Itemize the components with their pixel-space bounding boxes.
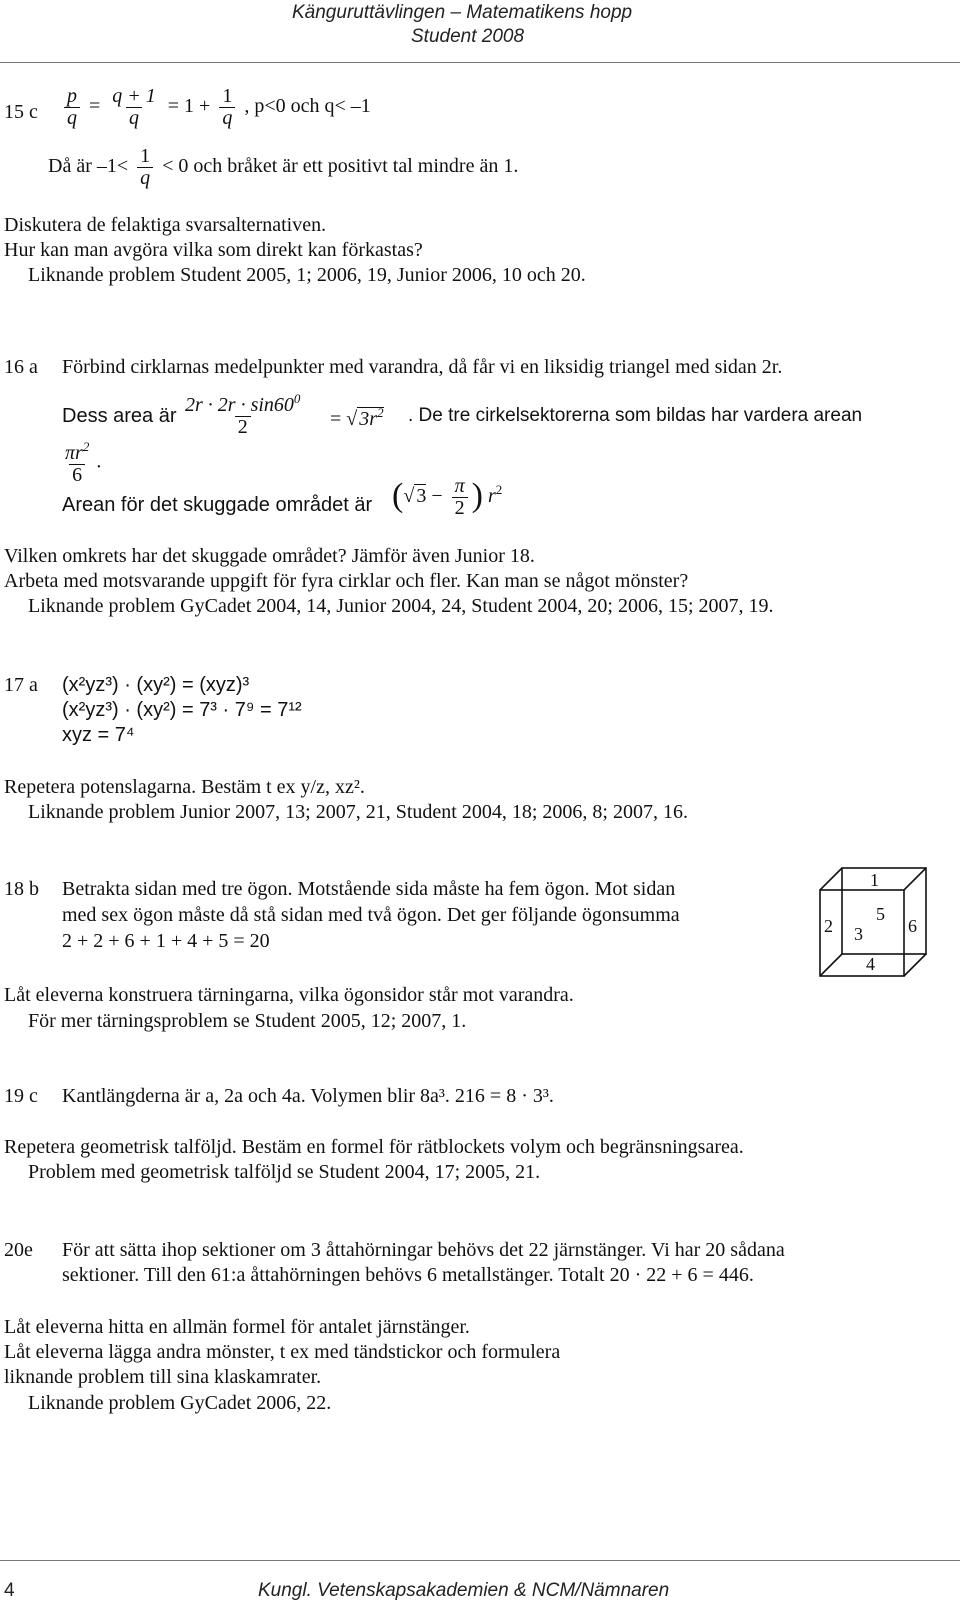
problem-17-note-2: Liknande problem Junior 2007, 13; 2007, 21, Student 2004, 18; 2006, 8; 2007, 16. — [28, 801, 688, 823]
problem-15-equation: $\frac{p}{q}$ = $\frac{q + 1}{q}$ = 1 + $\frac{1}{q}$ , p<0 och q< –1 — [60, 86, 371, 129]
problem-number-15: 15 c — [4, 101, 38, 123]
problem-17-note-1: Repetera potenslagarna. Bestäm t ex y/z, xz². — [4, 776, 365, 798]
problem-20-note-2: Låt eleverna lägga andra mönster, t ex med tändstickor och formulera — [4, 1341, 561, 1363]
header-rule — [0, 62, 960, 63]
cube-top-label: 1 — [870, 870, 879, 890]
cube-back-label: 5 — [876, 904, 885, 924]
cube-left-label: 2 — [824, 916, 833, 936]
problem-16-sqrt: = √ $3r^2$ — [330, 405, 384, 430]
problem-20-line1: För att sätta ihop sektioner om 3 åttahörningar behövs det 22 järnstänger. Vi har 20 sådana — [62, 1239, 785, 1261]
footer-page-number: 4 — [4, 1580, 15, 1601]
problem-16-note-1: Vilken omkrets har det skuggade området? Jämför även Junior 18. — [4, 545, 535, 567]
problem-15-note-1: Diskutera de felaktiga svarsalternativen. — [4, 214, 327, 236]
problem-16-arean: Arean för det skuggade området är — [62, 494, 373, 516]
problem-16-sector-area: $\frac{\pi r^2}{6}$ . — [65, 439, 102, 486]
problem-number-16: 16 a — [4, 356, 38, 378]
problem-17-line1: (x²yz³) · (xy²) = (xyz)³ — [62, 674, 250, 696]
cube-front-label: 3 — [854, 924, 863, 944]
problem-19-note-2: Problem med geometrisk talföljd se Student 2004, 17; 2005, 21. — [28, 1161, 541, 1183]
footer-publisher: Kungl. Vetenskapsakademien & NCM/Nämnaren — [258, 1580, 670, 1601]
problem-16-dess: Dess area är — [62, 405, 177, 427]
problem-18-line2: med sex ögon måste då stå sidan med två ögon. Det ger följande ögonsumma — [62, 904, 680, 926]
dice-cube-diagram — [812, 862, 932, 982]
problem-20-note-3: liknande problem till sina klaskamrater. — [4, 1366, 322, 1388]
problem-number-19: 19 c — [4, 1085, 38, 1107]
problem-number-18: 18 b — [4, 878, 39, 900]
problem-16-note-2: Arbeta med motsvarande uppgift för fyra cirklar och fler. Kan man se något mönster? — [4, 570, 689, 592]
problem-17-line3: xyz = 7⁴ — [62, 724, 135, 746]
cube-right-label: 6 — [908, 916, 917, 936]
cube-bottom-label: 4 — [866, 954, 875, 974]
problem-20-note-1: Låt eleverna hitta en allmän formel för antalet järnstänger. — [4, 1316, 470, 1338]
footer-rule — [0, 1560, 960, 1561]
problem-18-note-2: För mer tärningsproblem se Student 2005, 12; 2007, 1. — [28, 1010, 467, 1032]
header-title: Känguruttävlingen – Matematikens hopp — [292, 2, 633, 23]
problem-19-note-1: Repetera geometrisk talföljd. Bestäm en formel för rätblockets volym och begränsningsarea. — [4, 1136, 744, 1158]
problem-16-area-fraction: $\frac{2r \cdot 2r \cdot \sin 60^0}{2}$ — [185, 391, 301, 438]
problem-15-line2: Då är –1< $\frac{1}{q}$ < 0 och bråket är ett positivt tal mindre än 1. — [48, 145, 519, 189]
problem-16-line1: Förbind cirklarnas medelpunkter med varandra, då får vi en liksidig triangel med sidan 2r. — [62, 356, 783, 378]
problem-19-line1: Kantlängderna är a, 2a och 4a. Volymen blir 8a³. 216 = 8 · 3³. — [62, 1085, 554, 1107]
problem-15-note-3: Liknande problem Student 2005, 1; 2006, 19, Junior 2006, 10 och 20. — [28, 264, 586, 286]
problem-20-line2: sektioner. Till den 61:a åttahörningen behövs 6 metallstänger. Totalt 20 · 22 + 6 = 446. — [62, 1264, 754, 1286]
problem-number-20: 20e — [4, 1239, 33, 1261]
header-subtitle: Student 2008 — [411, 26, 525, 47]
problem-15-note-2: Hur kan man avgöra vilka som direkt kan förkastas? — [4, 239, 423, 261]
problem-16-note-3: Liknande problem GyCadet 2004, 14, Junior 2004, 24, Student 2004, 20; 2006, 15; 2007, 19. — [28, 595, 774, 617]
problem-20-note-4: Liknande problem GyCadet 2006, 22. — [28, 1392, 332, 1414]
problem-number-17: 17 a — [4, 674, 38, 696]
problem-16-shaded-formula: (√ 3 − $\frac{\pi}{2}$ ) $r^2$ — [392, 475, 503, 519]
problem-18-line3: 2 + 2 + 6 + 1 + 4 + 5 = 20 — [62, 930, 270, 952]
problem-17-line2: (x²yz³) · (xy²) = 7³ · 7⁹ = 7¹² — [62, 699, 302, 721]
problem-18-note-1: Låt eleverna konstruera tärningarna, vilka ögonsidor står mot varandra. — [4, 984, 574, 1006]
problem-18-line1: Betrakta sidan med tre ögon. Motstående sida måste ha fem ögon. Mot sidan — [62, 878, 676, 900]
problem-16-after: . De tre cirkelsektorerna som bildas har vardera arean — [408, 405, 863, 426]
